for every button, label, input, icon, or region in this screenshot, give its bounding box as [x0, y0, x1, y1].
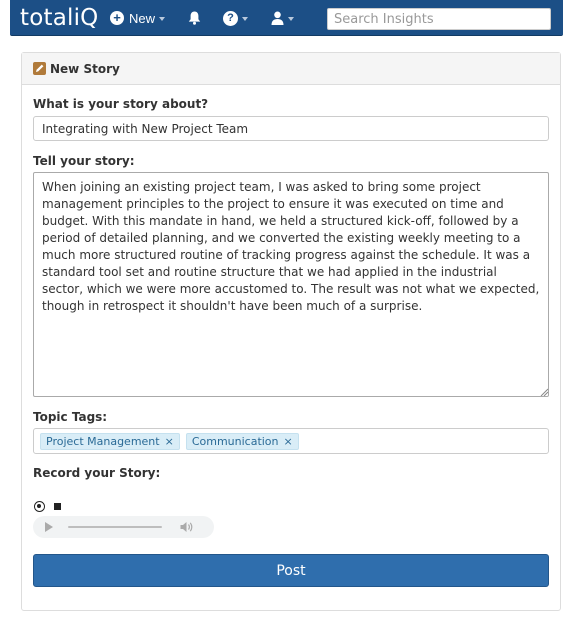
post-button[interactable]: Post — [33, 554, 549, 587]
audio-progress-bar[interactable] — [68, 526, 162, 528]
tags-label: Topic Tags: — [33, 410, 108, 424]
resize-grip-icon[interactable] — [540, 388, 548, 396]
tag-project-management — [40, 433, 180, 450]
new-story-panel — [21, 52, 561, 611]
about-label: What is your story about? — [33, 97, 209, 111]
record-icon[interactable] — [34, 501, 45, 512]
new-menu-button[interactable] — [110, 0, 165, 36]
story-label: Tell your story: — [33, 154, 135, 168]
volume-icon[interactable] — [180, 521, 194, 533]
help-menu-button[interactable] — [223, 0, 248, 36]
top-navbar — [10, 0, 563, 36]
plus-circle-icon: + — [110, 11, 124, 25]
new-menu-label: New — [129, 10, 156, 26]
tag-communication — [186, 433, 299, 450]
question-circle-icon: ? — [223, 11, 238, 26]
tag-label: Project Management — [46, 434, 160, 448]
tag-remove-icon[interactable]: × — [164, 434, 174, 448]
edit-icon — [33, 62, 46, 75]
caret-down-icon — [242, 17, 248, 21]
story-textarea[interactable] — [33, 172, 549, 397]
caret-down-icon — [288, 17, 294, 21]
brand-logo[interactable]: totaliQ — [20, 5, 99, 31]
record-label: Record your Story: — [33, 466, 161, 480]
stop-icon[interactable] — [54, 503, 61, 510]
search-input[interactable] — [327, 8, 551, 30]
caret-down-icon — [159, 17, 165, 21]
tag-label: Communication — [191, 434, 279, 448]
bell-icon — [188, 11, 201, 25]
tags-input[interactable] — [33, 428, 549, 454]
panel-heading — [22, 53, 560, 85]
story-about-input[interactable] — [33, 116, 549, 141]
audio-player — [33, 516, 214, 538]
record-controls — [34, 501, 61, 512]
play-icon[interactable] — [45, 522, 53, 532]
panel-title: New Story — [50, 61, 120, 76]
notifications-button[interactable] — [188, 0, 201, 36]
user-menu-button[interactable] — [271, 0, 294, 36]
tag-remove-icon[interactable]: × — [283, 434, 293, 448]
user-icon — [271, 11, 284, 25]
